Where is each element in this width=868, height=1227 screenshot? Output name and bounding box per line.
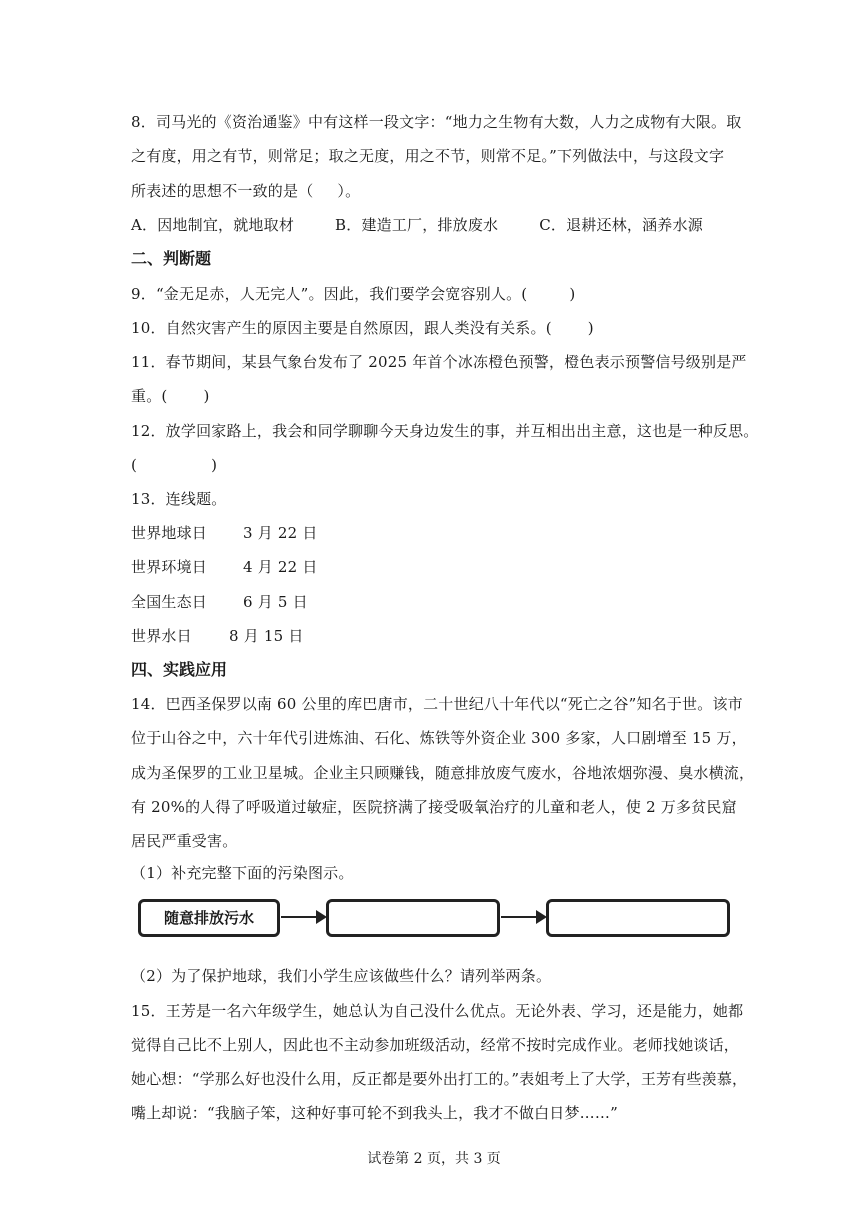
q14-line-3: 成为圣保罗的工业卫星城。企业主只顾赚钱，随意排放废气废水，谷地浓烟弥漫、臭水横流， <box>131 764 755 782</box>
q8-line-2: 之有度，用之有节，则常足；取之无度，用之不节，则常不足。”下列做法中，与这段文字 <box>131 147 725 165</box>
flow-box-discharge: 随意排放污水 <box>138 899 280 937</box>
q14-line-1: 14．巴西圣保罗以南 60 公里的库巴唐市，二十世纪八十年代以“死亡之谷”知名于世。该市 <box>131 695 743 713</box>
flow-box-blank-2[interactable] <box>546 899 730 937</box>
flow-box-blank-1[interactable] <box>326 899 500 937</box>
q11-close: ) <box>203 387 210 405</box>
q9 <box>131 284 575 304</box>
q13-left-item[interactable]: 世界环境日 <box>131 558 208 576</box>
q8-option-a[interactable]: A．因地制宜，就地取材 <box>131 216 295 234</box>
q8-line-1: 8．司马光的《资治通鉴》中有这样一段文字：“地力之生物有大数，人力之成物有大限。取 <box>131 113 742 131</box>
q13-pair-2 <box>131 557 318 577</box>
q8-options <box>131 215 739 235</box>
q13-right-item[interactable]: 4 月 22 日 <box>243 558 318 576</box>
pollution-flow-diagram <box>138 896 738 946</box>
q8-stem-close: ）。 <box>337 182 361 200</box>
q13-left-item[interactable]: 全国生态日 <box>131 593 208 611</box>
q15-line-2: 觉得自己比不上别人，因此也不主动参加班级活动，经常不按时完成作业。老师找她谈话， <box>131 1036 740 1054</box>
q14-sub-2: （2）为了保护地球，我们小学生应该做些什么？请列举两条。 <box>131 967 552 985</box>
q11-line-2 <box>131 386 210 406</box>
q13-right-item[interactable]: 3 月 22 日 <box>243 524 318 542</box>
q13-pair-3 <box>131 592 308 612</box>
q15-line-1: 15．王芳是一名六年级学生，她总认为自己没什么优点。无论外表、学习，还是能力，她都 <box>131 1002 744 1020</box>
section-title-practice: 四、实践应用 <box>131 660 228 679</box>
section-title-judgement: 二、判断题 <box>131 249 212 268</box>
q15-line-4: 嘴上却说：“我脑子笨，这种好事可轮不到我头上，我才不做白日梦……” <box>131 1104 618 1122</box>
q12-close: ) <box>211 456 218 474</box>
q13-title: 13．连线题。 <box>131 490 227 508</box>
q8-option-b[interactable]: B．建造工厂，排放废水 <box>335 216 499 234</box>
flow-arrow <box>501 916 545 918</box>
q9-text: 9．“金无足赤，人无完人”。因此，我们要学会宽容别人。( <box>131 285 528 303</box>
q12-line-2 <box>131 455 217 475</box>
q8-option-c[interactable]: C．退耕还林，涵养水源 <box>539 216 703 234</box>
q14-line-5: 居民严重受害。 <box>131 832 238 850</box>
q10-close: ) <box>587 319 594 337</box>
q13-left-item[interactable]: 世界水日 <box>131 627 192 645</box>
q14-sub-1: （1）补充完整下面的污染图示。 <box>131 864 354 882</box>
q14-line-2: 位于山谷之中，六十年代引进炼油、石化、炼铁等外资企业 300 多家，人口剧增至 15 万， <box>131 729 747 747</box>
q10-text: 10．自然灾害产生的原因主要是自然原因，跟人类没有关系。( <box>131 319 552 337</box>
q8-line-3 <box>131 181 360 201</box>
q11-line-1: 11．春节期间，某县气象台发布了 2025 年首个冰冻橙色预警，橙色表示预警信号级别是严 <box>131 353 747 371</box>
q12-line-1: 12．放学回家路上，我会和同学聊聊今天身边发生的事，并互相出出主意，这也是一种反思。 <box>131 422 759 440</box>
q13-right-item[interactable]: 6 月 5 日 <box>243 593 308 611</box>
q8-stem-text: 所表述的思想不一致的是（ <box>131 182 314 200</box>
q9-close: ) <box>569 285 576 303</box>
flow-arrow <box>281 916 325 918</box>
page-footer: 试卷第 2 页，共 3 页 <box>367 1151 501 1167</box>
q13-pair-1 <box>131 523 318 543</box>
q11-text: 重。( <box>131 387 168 405</box>
q13-left-item[interactable]: 世界地球日 <box>131 524 208 542</box>
q14-line-4: 有 20%的人得了呼吸道过敏症，医院挤满了接受吸氧治疗的儿童和老人，使 2 万多贫民窟 <box>131 798 737 816</box>
q15-line-3: 她心想：“学那么好也没什么用，反正都是要外出打工的。”表姐考上了大学，王芳有些羡慕， <box>131 1070 748 1088</box>
q10 <box>131 318 594 338</box>
q12-open: ( <box>131 456 138 474</box>
q13-right-item[interactable]: 8 月 15 日 <box>229 627 304 645</box>
q13-pair-4 <box>131 626 304 646</box>
